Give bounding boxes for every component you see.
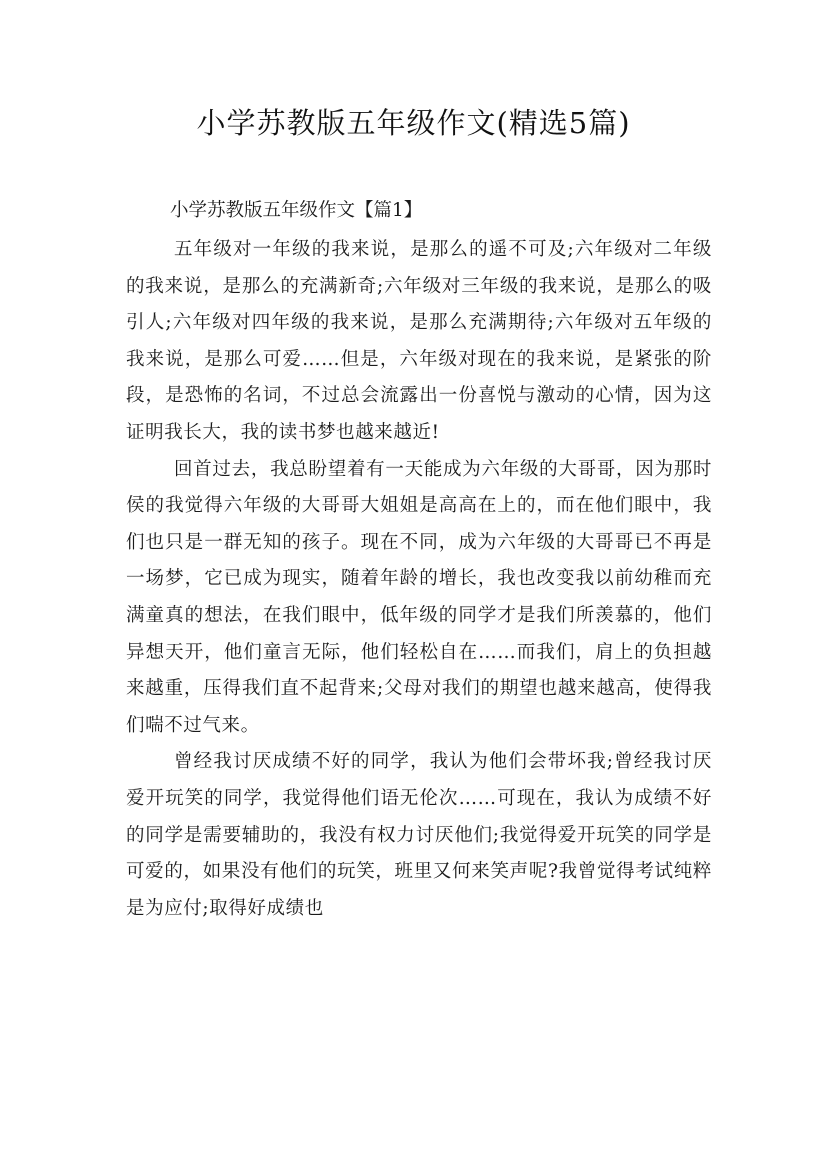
document-title: 小学苏教版五年级作文(精选5篇) bbox=[196, 106, 631, 140]
paragraph-1: 五年级对一年级的我来说，是那么的遥不可及;六年级对二年级的我来说，是那么的充满新奇;六年级对三年级的我来说，是那么的吸引人;六年级对四年级的我来说，是那么充满期待;六年级对五年级的我来说，是那么可爱……但是，六年级对现在的我来说，是紧张的阶段，是恐怖的名词，不过总会流露出一份喜悦与激动的心情，因为这证明我长大，我的读书梦也越来越近! bbox=[126, 239, 712, 443]
paragraph-2: 回首过去，我总盼望着有一天能成为六年级的大哥哥，因为那时侯的我觉得六年级的大哥哥大姐姐是高高在上的，而在他们眼中，我们也只是一群无知的孩子。现在不同，成为六年级的大哥哥已不再是一场梦，它已成为现实，随着年龄的增长，我也改变我以前幼稚而充满童真的想法，在我们眼中，低年级的同学才是我们所羡慕的，他们异想天开，他们童言无际，他们轻松自在……而我们，肩上的负担越来越重，压得我们直不起背来;父母对我们的期望也越来越高，使得我们喘不过气来。 bbox=[126, 458, 712, 736]
section-heading: 小学苏教版五年级作文【篇1】 bbox=[170, 200, 423, 221]
document-body bbox=[126, 232, 712, 927]
paragraph-3: 曾经我讨厌成绩不好的同学，我认为他们会带坏我;曾经我讨厌爱开玩笑的同学，我觉得他们语无伦次……可现在，我认为成绩不好的同学是需要辅助的，我没有权力讨厌他们;我觉得爱开玩笑的同学是可爱的，如果没有他们的玩笑，班里又何来笑声呢?我曾觉得考试纯粹是为应付;取得好成绩也 bbox=[126, 751, 712, 919]
